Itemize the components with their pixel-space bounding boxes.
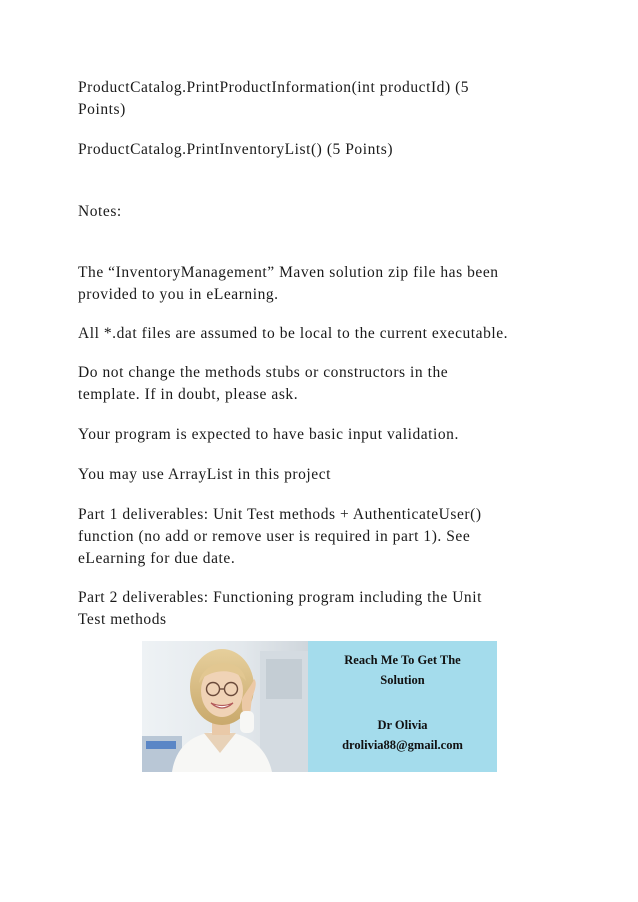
paragraph-part1-deliverables: Part 1 deliverables: Unit Test methods + AuthenticateUser() function (no add or remove user is required in part 1). See eLearning for due date.	[78, 506, 482, 567]
paragraph-method-stubs: Do not change the methods stubs or constructors in the template. If in doubt, please ask.	[78, 364, 449, 403]
paragraph-print-inventory-list: ProductCatalog.PrintInventoryList() (5 Points)	[78, 141, 394, 158]
paragraph-part2-deliverables: Part 2 deliverables: Functioning program including the Unit Test methods	[78, 589, 482, 628]
paragraph-maven-solution: The “InventoryManagement” Maven solution zip file has been provided to you in eLearning.	[78, 264, 499, 303]
smiling-woman-photo	[142, 641, 308, 772]
notes-heading: Notes:	[78, 203, 122, 220]
contact-name: Dr Olivia	[377, 718, 428, 732]
contact-email[interactable]: drolivia88@gmail.com	[342, 738, 463, 752]
banner-headline: Reach Me To Get The	[344, 653, 461, 667]
paragraph-dat-files: All *.dat files are assumed to be local to the current executable.	[78, 325, 509, 342]
paragraph-print-product-information: ProductCatalog.PrintProductInformation(int productId) (5 Points)	[78, 79, 470, 118]
contact-info-panel	[308, 641, 497, 772]
banner-subheadline: Solution	[380, 673, 425, 687]
contact-banner[interactable]	[142, 641, 497, 772]
paragraph-input-validation: Your program is expected to have basic input validation.	[78, 426, 459, 443]
paragraph-arraylist: You may use ArrayList in this project	[78, 466, 331, 483]
